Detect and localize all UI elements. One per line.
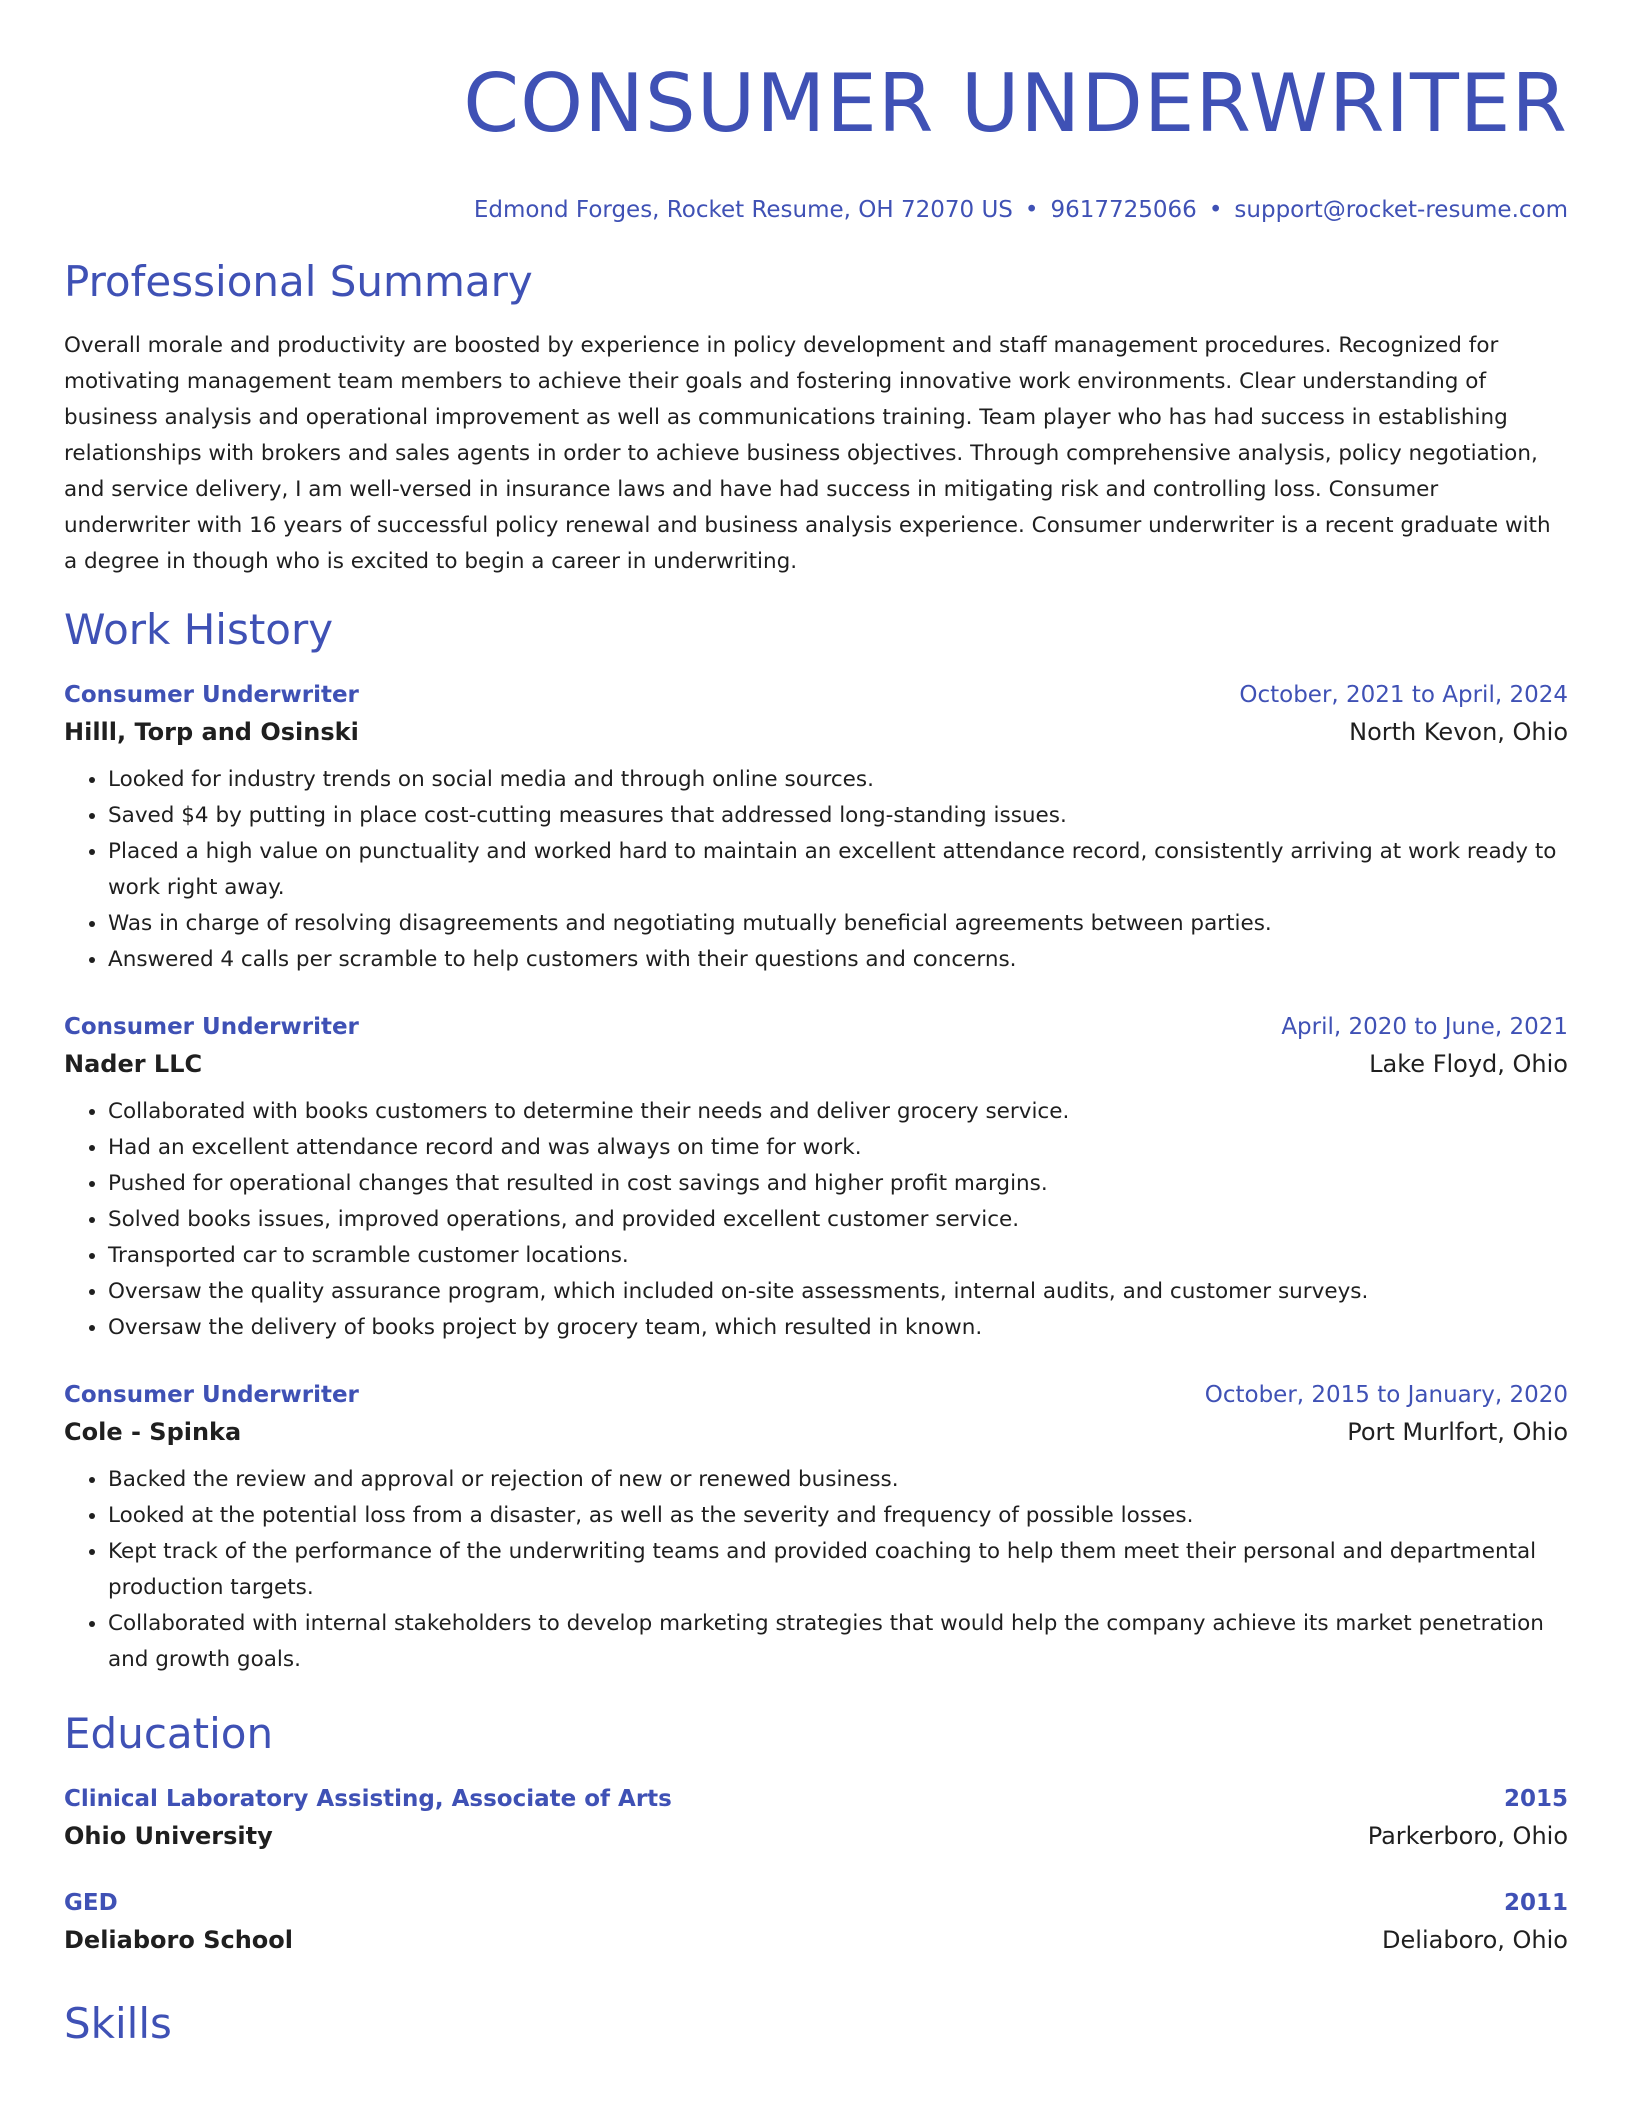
education-degree-row	[64, 1782, 1568, 1816]
job-company: Nader LLC	[64, 1050, 203, 1078]
skills-section	[64, 1998, 1568, 2050]
job-role: Consumer Underwriter	[64, 682, 359, 708]
job-bullet: • Kept track of the performance of the underwriting teams and provided coaching to help them meet their personal and departmental production targets.	[108, 1534, 1568, 1606]
job-bullet: • Placed a high value on punctuality and worked hard to maintain an excellent attendance record, consistently arriving at work ready to work right away.	[108, 834, 1568, 906]
contact-address: Edmond Forges, Rocket Resume, OH 72070 US	[473, 197, 1013, 223]
job-bullet: • Collaborated with internal stakeholders to develop marketing strategies that would help the company achieve its market penetration and growth goals.	[108, 1606, 1568, 1678]
job-title-row	[64, 1010, 1568, 1044]
summary-heading: Professional Summary	[64, 257, 533, 306]
contact-phone: 9617725066	[1050, 197, 1197, 223]
job-bullet: • Oversaw the delivery of books project by grocery team, which resulted in known.	[108, 1310, 1568, 1346]
education-school: Ohio University	[64, 1822, 273, 1850]
resume-header	[64, 56, 1568, 226]
job-title-row	[64, 1378, 1568, 1412]
job-bullet: • Backed the review and approval or rejection of new or renewed business.	[108, 1462, 1568, 1498]
job-company: Hilll, Torp and Osinski	[64, 718, 359, 746]
contact-line	[64, 194, 1568, 226]
job-title-row	[64, 678, 1568, 712]
job-bullet: • Had an excellent attendance record and was always on time for work.	[108, 1130, 1568, 1166]
job-bullet: • Solved books issues, improved operations, and provided excellent customer service.	[108, 1202, 1568, 1238]
summary-text: Overall morale and productivity are boosted by experience in policy development and staff management procedures. Recognized for motivating management team members to achieve their goals and fostering innovative work environments. Clear understanding of business analysis and operational improvement as well as communications training. Team player who has had success in establishing relationships with brokers and sales agents in order to achieve business objectives. Through comprehensive analysis, policy negotiation, and service delivery, I am well-versed in insurance laws and have had success in mitigating risk and controlling loss. Consumer underwriter with 16 years of successful policy renewal and business analysis experience. Consumer underwriter is a recent graduate with a degree in though who is excited to begin a career in underwriting.	[64, 333, 1551, 574]
job-company-row	[64, 712, 1568, 752]
education-section	[64, 1708, 1568, 1960]
job-bullet: • Transported car to scramble customer locations.	[108, 1238, 1568, 1274]
job-bullet: • Looked for industry trends on social media and through online sources.	[108, 762, 1568, 798]
job-bullet: • Was in charge of resolving disagreements and negotiating mutually beneficial agreements between parties.	[108, 906, 1568, 942]
job-company: Cole - Spinka	[64, 1418, 242, 1446]
job-bullet: • Pushed for operational changes that resulted in cost savings and higher profit margins.	[108, 1166, 1568, 1202]
job-bullet: • Looked at the potential loss from a disaster, as well as the severity and frequency of possible losses.	[108, 1498, 1568, 1534]
job-bullets	[64, 1462, 1568, 1678]
job-entry	[64, 678, 1568, 978]
job-dates: October, 2021 to April, 2024	[1239, 682, 1568, 708]
education-location: Deliaboro, Ohio	[1382, 1926, 1568, 1954]
education-entry	[64, 1886, 1568, 1960]
job-dates: October, 2015 to January, 2020	[1204, 1382, 1568, 1408]
job-bullet: • Collaborated with books customers to determine their needs and deliver grocery service.	[108, 1094, 1568, 1130]
job-role: Consumer Underwriter	[64, 1382, 359, 1408]
job-location: North Kevon, Ohio	[1349, 718, 1568, 746]
education-heading: Education	[64, 1709, 274, 1758]
education-degree: GED	[64, 1890, 118, 1916]
job-bullets	[64, 1094, 1568, 1346]
resume-name: CONSUMER UNDERWRITER	[463, 57, 1568, 150]
job-bullets	[64, 762, 1568, 978]
education-school-row	[64, 1816, 1568, 1856]
contact-separator: •	[1208, 197, 1223, 223]
job-role: Consumer Underwriter	[64, 1014, 359, 1040]
job-location: Lake Floyd, Ohio	[1369, 1050, 1568, 1078]
education-school-row	[64, 1920, 1568, 1960]
education-year: 2011	[1503, 1890, 1568, 1916]
contact-email: support@rocket-resume.com	[1234, 197, 1568, 223]
education-degree: Clinical Laboratory Assisting, Associate of Arts	[64, 1786, 672, 1812]
contact-separator: •	[1024, 197, 1039, 223]
summary-section	[64, 256, 1568, 580]
education-school: Deliaboro School	[64, 1926, 293, 1954]
job-bullet: • Saved $4 by putting in place cost-cutting measures that addressed long-standing issues.	[108, 798, 1568, 834]
job-dates: April, 2020 to June, 2021	[1281, 1014, 1568, 1040]
job-bullet: • Oversaw the quality assurance program, which included on-site assessments, internal audits, and customer surveys.	[108, 1274, 1568, 1310]
job-bullet: • Answered 4 calls per scramble to help customers with their questions and concerns.	[108, 942, 1568, 978]
job-company-row	[64, 1044, 1568, 1084]
job-entry	[64, 1010, 1568, 1346]
education-year: 2015	[1503, 1786, 1568, 1812]
work-history-heading: Work History	[64, 605, 334, 654]
work-history-section	[64, 604, 1568, 1678]
job-entry	[64, 1378, 1568, 1678]
job-company-row	[64, 1412, 1568, 1452]
education-location: Parkerboro, Ohio	[1367, 1822, 1568, 1850]
skills-heading: Skills	[64, 1999, 172, 2048]
education-entry	[64, 1782, 1568, 1856]
education-degree-row	[64, 1886, 1568, 1920]
job-location: Port Murlfort, Ohio	[1347, 1418, 1568, 1446]
